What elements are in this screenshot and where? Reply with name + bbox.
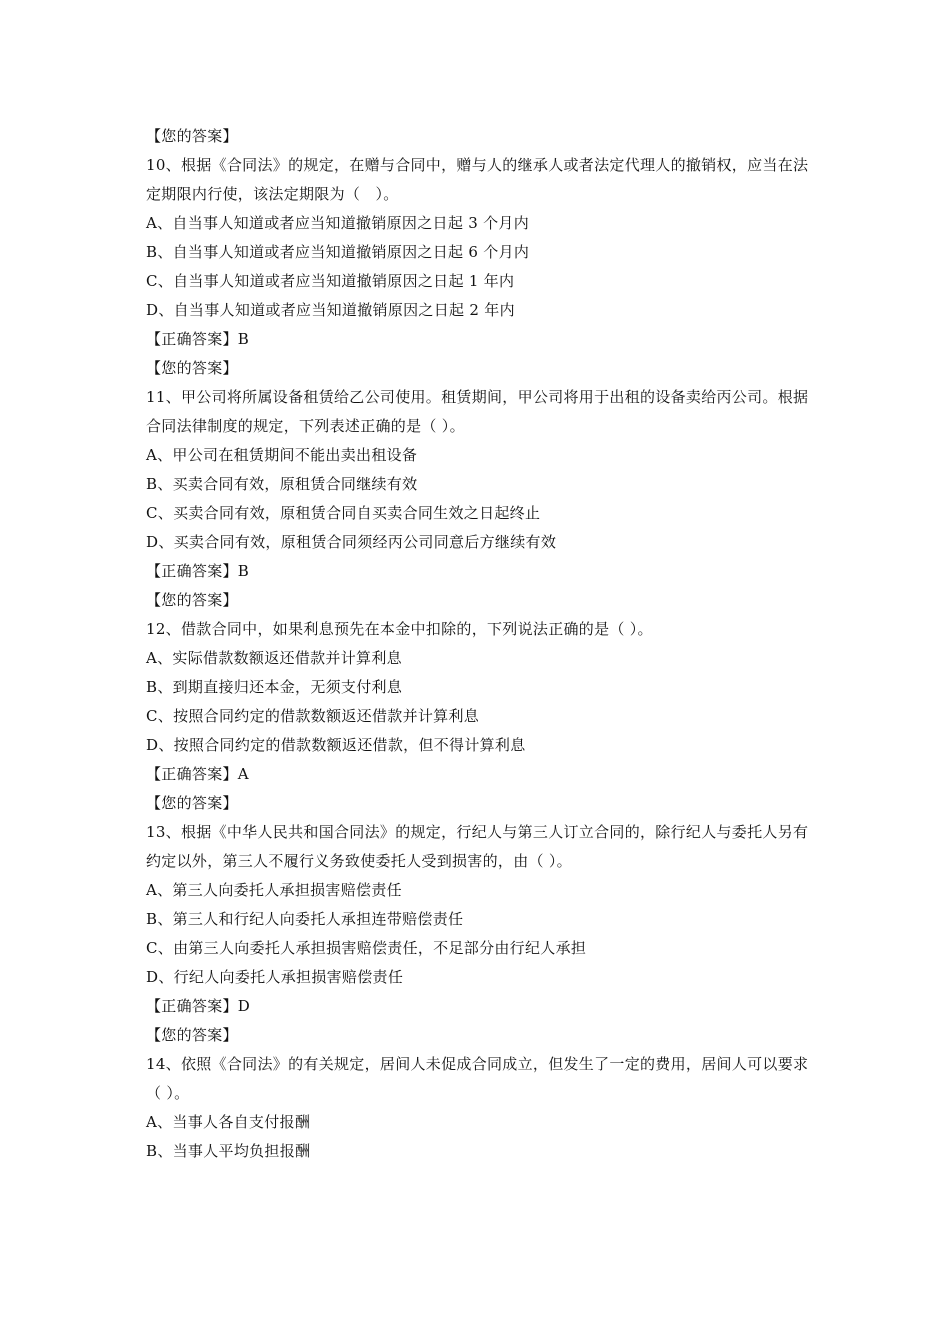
your-answer-label: 【您的答案】 xyxy=(146,794,238,812)
your-answer-label: 【您的答案】 xyxy=(146,591,238,609)
option-b: B、第三人和行纪人向委托人承担连带赔偿责任 xyxy=(146,910,464,928)
question-14 xyxy=(146,1050,814,1166)
option-b: B、到期直接归还本金，无须支付利息 xyxy=(146,678,403,696)
question-stem: 11、甲公司将所属设备租赁给乙公司使用。租赁期间，甲公司将用于出租的设备卖给丙公司。根据合同法律制度的规定，下列表述正确的是（ ）。 xyxy=(146,388,809,435)
option-a: A、当事人各自支付报酬 xyxy=(146,1113,311,1131)
correct-answer: 【正确答案】B xyxy=(146,562,250,580)
your-answer-label: 【您的答案】 xyxy=(146,127,238,145)
question-11 xyxy=(146,383,814,615)
question-13 xyxy=(146,818,814,1050)
option-d: D、行纪人向委托人承担损害赔偿责任 xyxy=(146,968,404,986)
option-b: B、当事人平均负担报酬 xyxy=(146,1142,311,1160)
option-a: A、第三人向委托人承担损害赔偿责任 xyxy=(146,881,402,899)
correct-answer: 【正确答案】B xyxy=(146,330,250,348)
option-b: B、买卖合同有效，原租赁合同继续有效 xyxy=(146,475,418,493)
correct-answer: 【正确答案】D xyxy=(146,997,251,1015)
option-b: B、自当事人知道或者应当知道撤销原因之日起 6 个月内 xyxy=(146,243,530,261)
question-stem: 14、依照《合同法》的有关规定，居间人未促成合同成立，但发生了一定的费用，居间人可以要求（ ）。 xyxy=(146,1055,809,1102)
question-stem: 12、借款合同中，如果利息预先在本金中扣除的，下列说法正确的是（ ）。 xyxy=(146,620,653,638)
option-c: C、按照合同约定的借款数额返还借款并计算利息 xyxy=(146,707,480,725)
option-a: A、甲公司在租赁期间不能出卖出租设备 xyxy=(146,446,418,464)
question-stem: 13、根据《中华人民共和国合同法》的规定，行纪人与第三人订立合同的，除行纪人与委托人另有约定以外，第三人不履行义务致使委托人受到损害的，由（ ）。 xyxy=(146,823,809,870)
option-c: C、自当事人知道或者应当知道撤销原因之日起 1 年内 xyxy=(146,272,515,290)
your-answer-label: 【您的答案】 xyxy=(146,1026,238,1044)
option-d: D、按照合同约定的借款数额返还借款，但不得计算利息 xyxy=(146,736,526,754)
question-10 xyxy=(146,151,814,383)
your-answer-label: 【您的答案】 xyxy=(146,359,238,377)
correct-answer: 【正确答案】A xyxy=(146,765,249,783)
question-12 xyxy=(146,615,814,818)
option-c: C、由第三人向委托人承担损害赔偿责任，不足部分由行纪人承担 xyxy=(146,939,587,957)
option-a: A、实际借款数额返还借款并计算利息 xyxy=(146,649,402,667)
option-d: D、买卖合同有效，原租赁合同须经丙公司同意后方继续有效 xyxy=(146,533,557,551)
question-stem: 10、根据《合同法》的规定，在赠与合同中，赠与人的继承人或者法定代理人的撤销权，应当在法定期限内行使，该法定期限为（ ）。 xyxy=(146,156,809,203)
option-d: D、自当事人知道或者应当知道撤销原因之日起 2 年内 xyxy=(146,301,515,319)
option-c: C、买卖合同有效，原租赁合同自买卖合同生效之日起终止 xyxy=(146,504,541,522)
option-a: A、自当事人知道或者应当知道撤销原因之日起 3 个月内 xyxy=(146,214,530,232)
document-body xyxy=(146,122,814,1166)
